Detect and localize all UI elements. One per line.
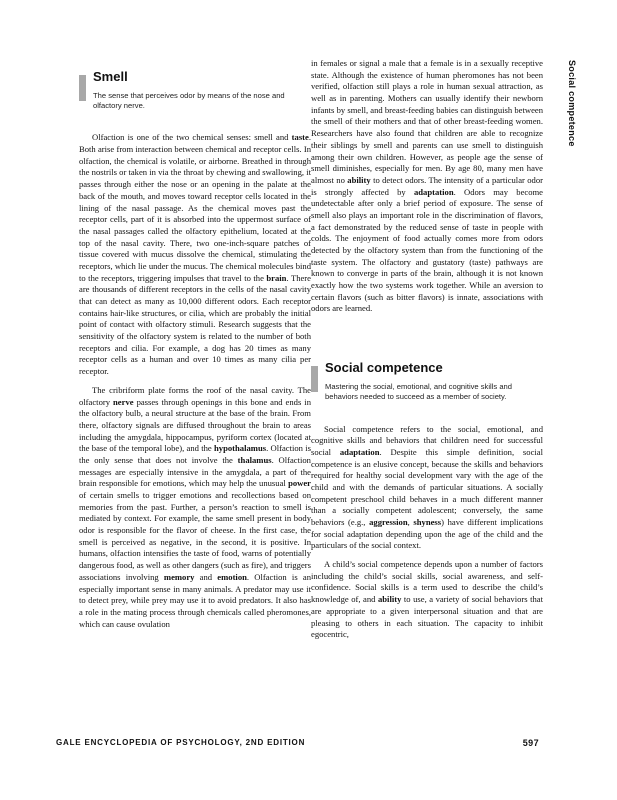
key-term: brain [266,272,287,283]
key-term: taste [291,132,309,143]
key-term: thalamus [237,454,272,465]
key-term: power [288,478,311,489]
key-term: ability [377,594,402,605]
smell-paragraph-2: The cribriform plate forms the roof of the nasal cavity. The olfactory nerve passes through openings in this bone and ends in the olfactory bulb, a neural structure at the base of the brain. From there, olfactory signals are diffused throughout the brain to areas including the amygdala, hippocampus, pyriform cortex (located at the base of the temporal lobe), and the hypothalamus. Olfaction is the only sense that does not involve the thalamus. Olfaction messages are especially intensive in the amygdala, a part of the brain responsible for emotions, which may help the unusual power of certain smells to trigger emotions and recollections based on memories from the past. Further, a person’s reaction to smell is mediated by context. For example, the same smell present in body odor is responsible for the flavor of cheese. In the first case, the smell is perceived as negative, in the second, it is positive. In humans, olfaction intensifies the taste of food, warns of potentially dangerous food, as well as other dangers (such as fire), and triggers associations involving memory and emotion. Olfaction is an especially important sense in many animals. A predator may use it to detect prey, while prey may use it to avoid predators. It also has a role in the mating process through chemicals called pheromones, which can cause ovulation [79,384,311,629]
right-column [311,58,543,641]
key-term: ability [347,174,371,185]
key-term: nerve [113,396,134,407]
key-term: adaptation [339,446,380,457]
entry-title-social-competence: Social competence [325,360,443,376]
key-term: emotion [217,571,247,582]
entry-definition-social-competence: Mastering the social, emotional, and cognitive skills and behaviors needed to succeed as a member of society. [325,381,512,401]
key-term: memory [163,571,195,582]
key-term: shyness [413,517,442,528]
page-number: 597 [522,738,539,748]
social-paragraph-2: A child’s social competence depends upon a number of factors including the child’s social skills, social awareness, and self-confidence. Social skills is a term used to describe the child’s knowledge of, and ability to use, a variety of social behaviors that are appropriate to a given interpersonal situation and that are pleasing to others in each situation. The capacity to inhibit egocentric, [311,559,543,640]
key-term: adaptation [413,186,454,197]
heading-marker-bar [311,366,318,392]
heading-marker-bar [79,75,86,101]
key-term: aggression [369,517,408,528]
smell-heading-block [79,68,311,110]
entry-definition-smell: The sense that perceives odor by means of the nose and olfactory nerve. [93,90,285,110]
key-term: hypothalamus [214,443,267,454]
entry-title-smell: Smell [93,69,128,84]
smell-paragraph-1: Olfaction is one of the two chemical senses: smell and taste. Both arise from interaction between chemical and receptor cells. In olfaction, the chemical is volatile, or airborne. Breathed in through the nostrils or taken in via the throat by chewing and swallowing, it passes through either the nose or an opening in the palate at the back of the mouth, and moves toward receptor cells located in the lining of the nasal passage. As the chemical moves past the receptor cells, part of it is absorbed into the uppermost surface of the nasal passages called the olfactory epithelium, located at the top of the nasal cavity. There, two one-inch-square patches of tissue covered with mucus dissolve the chemical, stimulating the receptors, which lie under the mucus. The chemical molecules bind to the receptors, triggering impulses that travel to the brain. There are thousands of different receptors in the cells of the nasal cavity that can detect as many as 10,000 different odors. Each receptor contains hair-like structures, or cilia, which are probably the initial point of contact with olfactory stimuli. Research suggests that the sensitivity of the olfactory system is related to the number of both receptors and cilia. For example, a dog has 20 times as many receptor cells as a human and over 10 times as many cilia per receptor. [79,132,311,377]
social-heading-block [311,359,543,401]
social-paragraph-1: Social competence refers to the social, emotional, and cognitive skills and behaviors that children need for successful social adaptation. Despite this simple definition, social competence is an elusive concept, because the skills and behaviors required for healthy social development vary with the age of the child and with the demands of particular situations. A socially competent preschool child behaves in a much different manner than a socially competent adolescent; conversely, the same behaviors (e.g., aggression, shyness) have different implications for social adaptation depending upon the age of the child and the particulars of the social context. [311,423,543,551]
left-column [79,58,311,630]
smell-paragraph-3: in females or signal a male that a female is in a sexually receptive state. Although the existence of human pheromones has not been verified, olfaction still plays a role in human sexual attraction, as well as in parenting. Mothers can usually identify their newborn infants by smell, and breast-feeding babies can distinguish between the smell of their mothers and that of other breast-feeding women. Researchers have also found that children are able to recognize their siblings by smell and parents can use smell to distinguish among their own children. However, as people age the sense of smell diminishes, especially for men. By age 80, many men have almost no ability to detect odors. The intensity of a particular odor is strongly affected by adaptation. Odors may become undetectable after only a brief period of exposure. The sense of smell also plays an important role in the discrimination of flavors, a fact demonstrated by the reduced sense of taste in people with colds. The enjoyment of food actually comes more from odors detected by the olfactory system than from the functioning of the taste system. The olfactory and gustatory (taste) pathways are known to converge in parts of the brain, although it is not known exactly how the two systems work together. While an aversion to certain flavors (such as bitter flavors) is innate, associations with odors are learned. [311,58,544,314]
publication-title: GALE ENCYCLOPEDIA OF PSYCHOLOGY, 2ND EDITION [56,738,306,747]
running-head-tab: Social competence [567,60,577,147]
